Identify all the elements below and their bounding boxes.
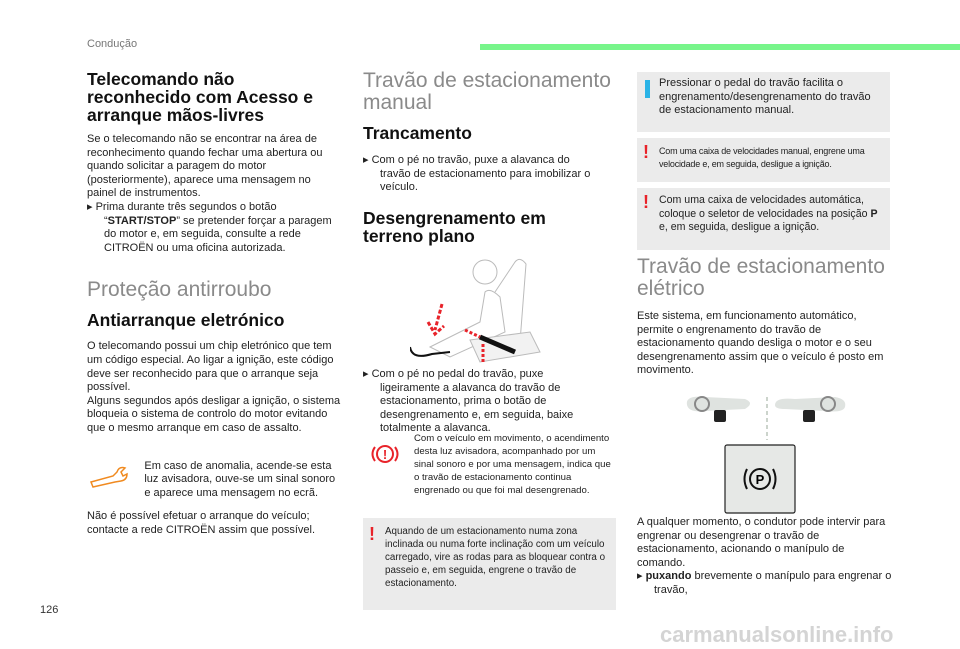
bullet-icon: ▸ xyxy=(637,570,646,583)
warning-text: Em caso de anomalia, acende-se esta luz avisadora, ouve-se um sinal sonoro e aparece uma mensagem no ecrã. xyxy=(144,459,336,499)
section-title-electric-brake: Travão de estacionamento elétrico xyxy=(637,255,885,300)
heading-locking: Trancamento xyxy=(363,123,472,143)
caution-box: ! Com uma caixa de velocidades automática, coloque o seletor de velocidades na posição P e, em seguida, desligue a ignição. xyxy=(637,188,890,250)
bullet-item: ▸ puxando brevemente o manípulo para engrenar o travão, xyxy=(637,570,892,596)
paragraph: O telecomando possui um chip eletrónico que tem um código especial. Ao ligar a ignição, este código deve ser reconhecido para que o arranque seja possível. xyxy=(87,340,334,394)
svg-text:P: P xyxy=(755,472,765,487)
electric-brake-illustration xyxy=(685,395,865,515)
bullet-icon: ▸ xyxy=(87,200,96,213)
bullet-icon: ▸ xyxy=(363,154,372,166)
bullet-icon: ▸ xyxy=(363,368,372,380)
warning-text: Com o veículo em movimento, o acendimento desta luz avisadora, acompanhado por um sinal sonoro e por uma mensagem, indica que o travão de estacionamento continua engrenado ou que foi mal desengrenado. xyxy=(414,433,611,496)
watermark: carmanualsonline.info xyxy=(660,622,894,647)
page-number: 126 xyxy=(40,604,59,616)
brake-warning-icon xyxy=(370,442,400,466)
paragraph: Este sistema, em funcionamento automático, permite o engrenamento do travão de estacionamento quando desliga o motor e o seu desengrenamento assim que o veículo é posto em movimento. xyxy=(637,310,884,377)
heading-immobiliser: Antiarranque eletrónico xyxy=(87,310,285,331)
caution-box: ! Aquando de um estacionamento numa zona inclinada ou numa forte inclinação com um veículo carregado, vire as rodas para as bloquear contra o passeio e, em seguida, engrene o travão de estacionamento. xyxy=(363,518,616,610)
exclamation-icon: ! xyxy=(369,524,375,544)
section-title-manual-brake: Travão de estacionamento manual xyxy=(363,69,611,114)
paragraph: Não é possível efetuar o arranque do veículo; contacte a rede CITROËN assim que possível. xyxy=(87,510,316,536)
caution-box: ! Com uma caixa de velocidades manual, engrene uma velocidade e, em seguida, desligue a ignição. xyxy=(637,138,890,182)
paragraph: A qualquer momento, o condutor pode intervir para engrenar ou desengrenar o travão de estacionamento, acionando o manípulo de comando. xyxy=(637,516,886,569)
bullet-item: ▸ Com o pé no travão, puxe a alavanca do travão de estacionamento para imobilizar o veículo. xyxy=(363,154,591,194)
svg-text:!: ! xyxy=(382,447,388,462)
info-box: Pressionar o pedal do travão facilita o engrenamento/desengrenamento do travão de estacionamento manual. xyxy=(637,72,890,132)
bullet-item: ▸ Prima durante três segundos o botão “START/STOP” se pretender forçar a paragem do motor e, em seguida, consulte a rede CITROËN ou uma oficina autorizada. xyxy=(87,200,332,254)
section-header: Condução xyxy=(87,38,138,50)
exclamation-icon: ! xyxy=(643,142,649,162)
section-title-antitheft: Proteção antirroubo xyxy=(87,278,272,302)
paragraph: Alguns segundos após desligar a ignição, o sistema bloqueia o sistema de controlo do motor evitando que o mesmo arranque em caso de assalto. xyxy=(87,394,341,434)
paragraph: Se o telecomando não se encontrar na área de reconhecimento quando fechar uma abertura ou quando solicitar a paragem do motor (posteriormente), aparece uma mensagem no painel de instrumentos. xyxy=(87,133,323,200)
heading-remote-not-recognized: Telecomando não reconhecido com Acesso e arranque mãos-livres xyxy=(87,69,313,125)
bullet-item: ▸ Com o pé no pedal do travão, puxe ligeiramente a alavanca do travão de estacionamento, prima o botão de desengrenamento e, em seguida, baixe totalmente a alavanca. xyxy=(363,368,574,435)
handbrake-illustration xyxy=(410,252,610,367)
wrench-warning-icon xyxy=(87,460,140,490)
info-icon xyxy=(645,80,650,98)
heading-release: Desengrenamento em terreno plano xyxy=(363,207,546,246)
section-accent-bar xyxy=(480,44,960,50)
exclamation-icon: ! xyxy=(643,192,649,212)
